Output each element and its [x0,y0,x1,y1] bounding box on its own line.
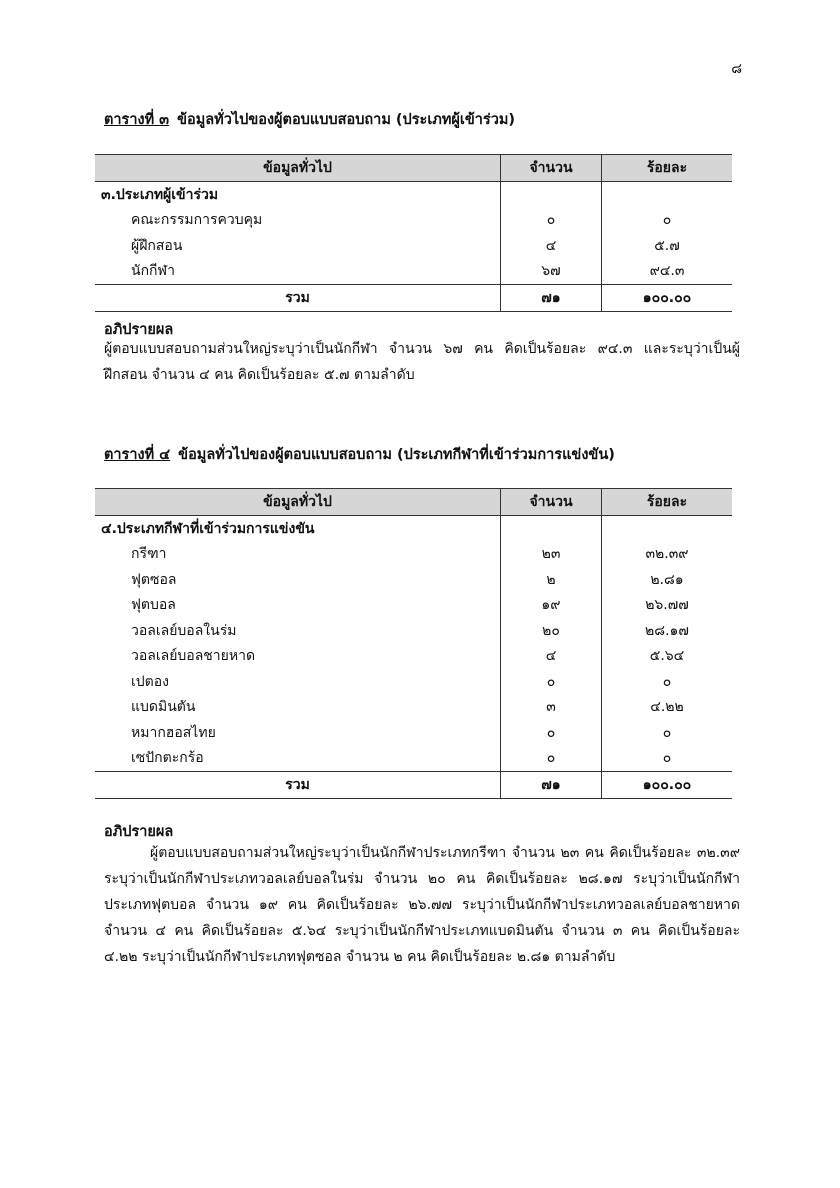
row-item: ฟุตบอล [131,597,176,614]
table-total-row [95,285,732,312]
discussion-3-title: อภิปรายผล [104,322,174,338]
page-number: ๘ [731,61,742,77]
total-percent: ๑๐๐.๐๐ [602,772,733,799]
total-label: รวม [95,285,501,312]
row-percent: ๔.๒๒ [602,695,733,721]
row-count: ๐ [501,746,602,772]
table-row [95,720,732,746]
total-label: รวม [95,772,501,799]
row-percent: ๓๒.๓๙ [602,542,733,568]
row-count: ๒ [501,567,602,593]
group-label: ๔.ประเภทกีฬาที่เข้าร่วมการแข่งขัน [101,520,315,537]
total-count: ๗๑ [501,772,602,799]
table-row-group [95,182,732,208]
row-item: หมากฮอสไทย [131,724,216,741]
row-count: ๖๗ [501,259,602,285]
row-item: เปตอง [131,673,170,690]
row-percent: ๕.๖๔ [602,644,733,670]
row-item: นักกีฬา [131,263,175,280]
table-4-label: ตารางที่ ๔ [104,447,171,463]
row-item: กรีฑา [131,546,167,563]
row-count: ๒๓ [501,542,602,568]
table-row [95,695,732,721]
discussion-4-text: ผู้ตอบแบบสอบถามส่วนใหญ่ระบุว่าเป็นนักกีฬาประเภทกรีฑา จำนวน ๒๓ คน คิดเป็นร้อยละ ๓๒.๓๙ ระบุว่าเป็นนักกีฬาประเภทวอลเลย์บอลในร่ม จำนวน ๒๐ คน คิดเป็นร้อยละ ๒๘.๑๗ ระบุว่าเป็นนักกีฬาประเภทฟุตบอล จำนวน ๑๙ คน คิดเป็นร้อยละ ๒๖.๗๗ ระบุว่าเป็นนักกีฬาประเภทวอลเลย์บอลชายหาด จำนวน ๔ คน คิดเป็นร้อยละ ๕.๖๔ ระบุว่าเป็นนักกีฬาประเภทแบดมินตัน จำนวน ๓ คน คิดเป็นร้อยละ ๔.๒๒ ระบุว่าเป็นนักกีฬาประเภทฟุตซอล จำนวน ๒ คน คิดเป็นร้อยละ ๒.๘๑ ตามลำดับ [104,845,740,965]
header-percent: ร้อยละ [602,155,733,182]
row-percent: ๐ [602,208,733,234]
row-percent: ๒๘.๑๗ [602,618,733,644]
table-3-title: ข้อมูลทั่วไปของผู้ตอบแบบสอบถาม (ประเภทผู้เข้าร่วม) [177,112,516,128]
table-row [95,208,732,234]
header-general-info: ข้อมูลทั่วไป [95,489,501,516]
table-4-header-row [95,489,732,516]
row-percent: ๒๖.๗๗ [602,593,733,619]
table-row [95,669,732,695]
row-item: ฟุตซอล [131,571,177,588]
header-percent: ร้อยละ [602,489,733,516]
header-general-info: ข้อมูลทั่วไป [95,155,501,182]
table-3-caption [104,108,515,131]
row-count: ๐ [501,669,602,695]
table-total-row [95,772,732,799]
table-3-header-row [95,155,732,182]
header-count: จำนวน [501,489,602,516]
row-item: ผู้ฝึกสอน [131,237,183,254]
row-count: ๑๙ [501,593,602,619]
table-row [95,233,732,259]
table-4 [95,488,732,799]
row-count: ๓ [501,695,602,721]
row-count: ๔ [501,644,602,670]
row-item: วอลเลย์บอลชายหาด [131,648,256,665]
table-row [95,259,732,285]
table-row [95,746,732,772]
table-4-title: ข้อมูลทั่วไปของผู้ตอบแบบสอบถาม (ประเภทกีฬาที่เข้าร่วมการแข่งขัน) [178,447,615,463]
row-item: เซปักตะกร้อ [131,750,204,767]
row-percent: ๐ [602,720,733,746]
discussion-3-text: ผู้ตอบแบบสอบถามส่วนใหญ่ระบุว่าเป็นนักกีฬา จำนวน ๖๗ คน คิดเป็นร้อยละ ๙๔.๓ และระบุว่าเป็นผู้ฝึกสอน จำนวน ๔ คน คิดเป็นร้อยละ ๕.๗ ตามลำดับ [104,341,740,383]
row-item: วอลเลย์บอลในร่ม [131,622,237,639]
row-count: ๐ [501,208,602,234]
row-percent: ๐ [602,746,733,772]
table-row [95,542,732,568]
row-count: ๒๐ [501,618,602,644]
table-row [95,618,732,644]
row-percent: ๐ [602,669,733,695]
group-label: ๓.ประเภทผู้เข้าร่วม [101,186,219,203]
row-count: ๐ [501,720,602,746]
table-3-label: ตารางที่ ๓ [104,112,170,128]
table-3 [95,154,732,312]
row-percent: ๒.๘๑ [602,567,733,593]
row-percent: ๕.๗ [602,233,733,259]
table-row-group [95,516,732,542]
row-item: คณะกรรมการควบคุม [131,212,263,229]
table-row [95,567,732,593]
total-count: ๗๑ [501,285,602,312]
row-percent: ๙๔.๓ [602,259,733,285]
table-4-caption [104,443,615,466]
discussion-4-title: อภิปรายผล [104,824,174,840]
table-row [95,593,732,619]
table-row [95,644,732,670]
total-percent: ๑๐๐.๐๐ [602,285,733,312]
row-item: แบดมินตัน [131,699,196,716]
row-count: ๔ [501,233,602,259]
header-count: จำนวน [501,155,602,182]
